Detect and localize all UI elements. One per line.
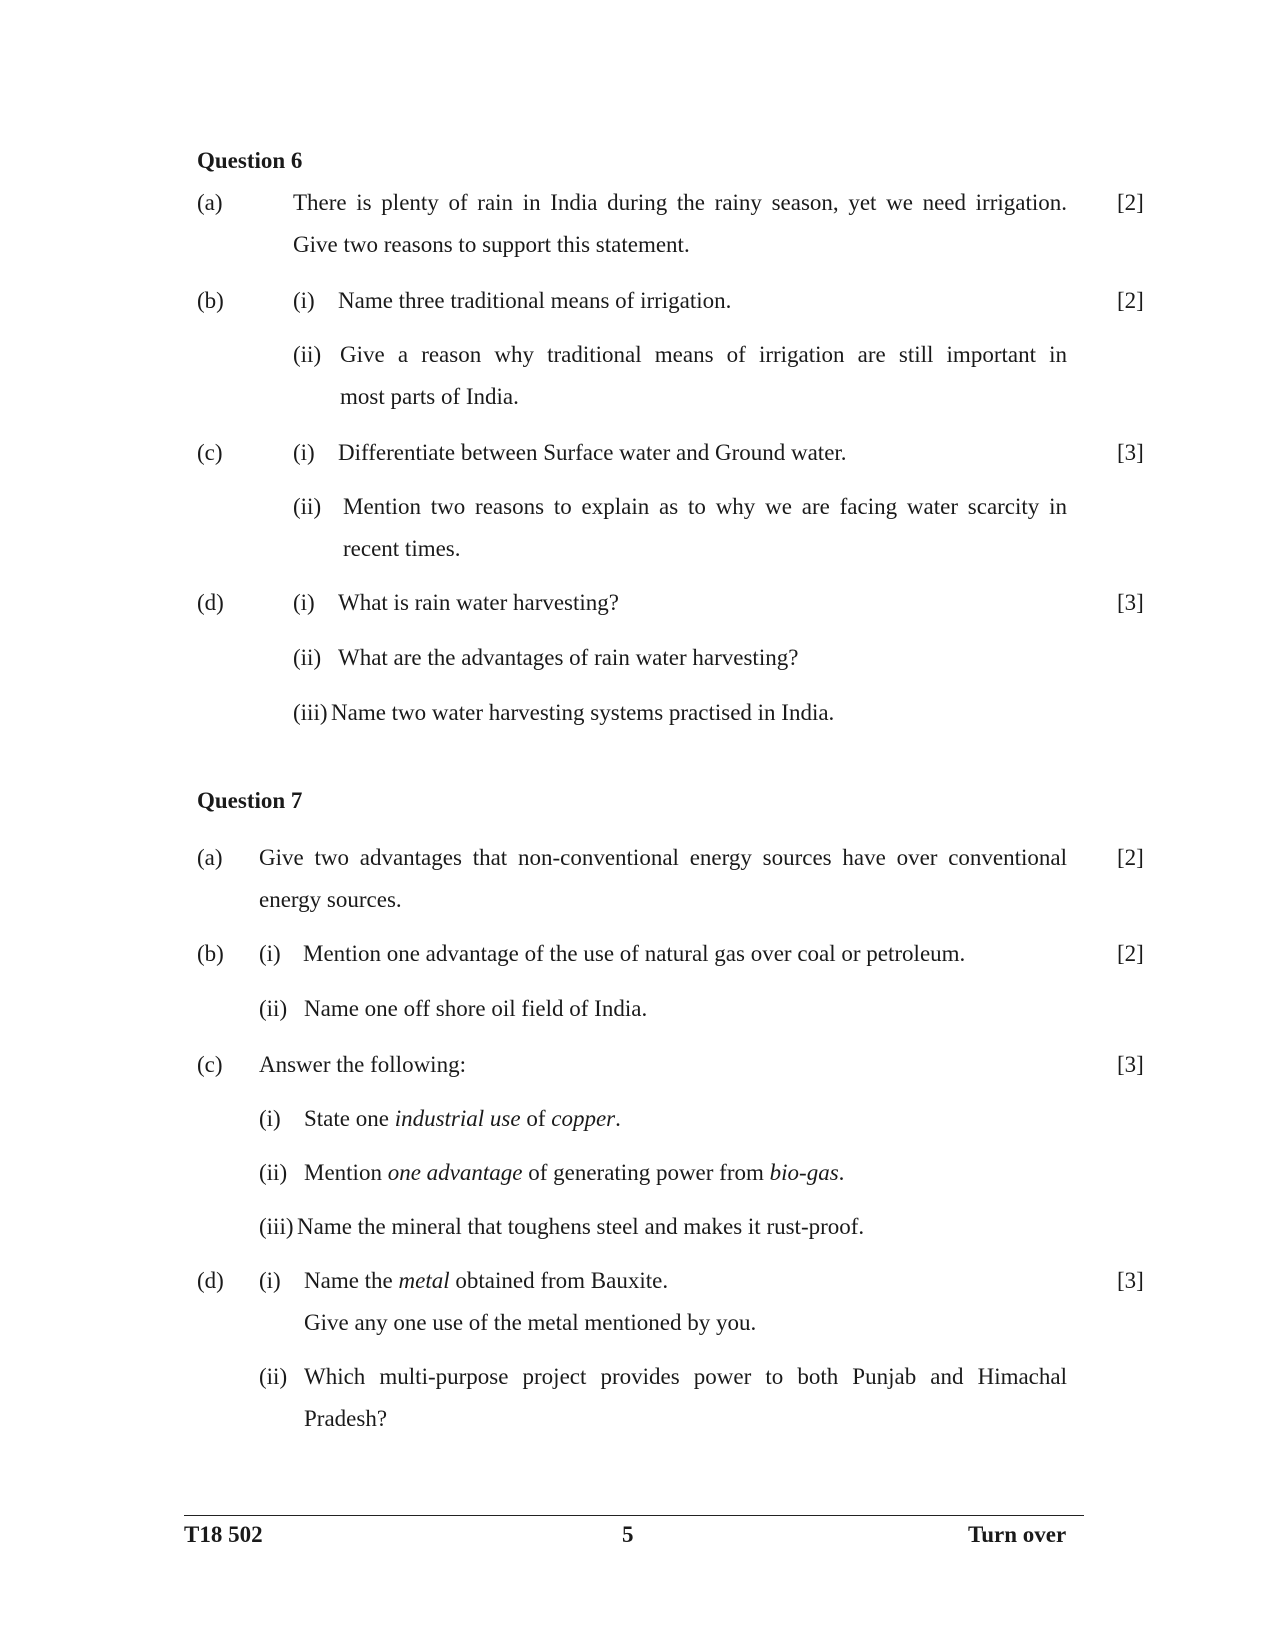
q6b-ii-text-line2: most parts of India. — [340, 384, 519, 409]
footer-page-number: 5 — [622, 1522, 634, 1547]
q7d-ii-text-line1: Which multi-purpose project provides power to both Punjab and Himachal — [304, 1364, 1067, 1389]
q7d-ii-num: (ii) — [259, 1364, 288, 1389]
q6b-ii-num: (ii) — [293, 342, 322, 367]
q7c-i-text: State one industrial use of copper. — [304, 1106, 621, 1131]
q6d-label: (d) — [197, 590, 224, 615]
q7c-ii-num: (ii) — [259, 1160, 288, 1185]
q6a-marks: [2] — [1117, 190, 1144, 215]
q6c-i-num: (i) — [293, 440, 315, 465]
q6d-marks: [3] — [1117, 590, 1144, 615]
q6a-text-line1: There is plenty of rain in India during the rainy season, yet we need irrigation. — [293, 190, 1067, 215]
q7d-i-num: (i) — [259, 1268, 281, 1293]
footer-divider — [184, 1515, 1084, 1516]
q6a-text-line2: Give two reasons to support this statement. — [293, 232, 690, 257]
q7c-intro: Answer the following: — [259, 1052, 466, 1077]
q6d-iii-num: (iii) — [293, 700, 328, 725]
q6c-ii-text-line2: recent times. — [343, 536, 461, 561]
q6d-i-text: What is rain water harvesting? — [338, 590, 619, 615]
question-6-heading: Question 6 — [197, 148, 303, 173]
q7a-text-line1: Give two advantages that non-conventional energy sources have over conventional — [259, 845, 1067, 870]
q7d-i-text-line1: Name the metal obtained from Bauxite. — [304, 1268, 669, 1293]
q7b-i-num: (i) — [259, 941, 281, 966]
q6a-label: (a) — [197, 190, 223, 215]
q7c-ii-text: Mention one advantage of generating power from bio-gas. — [304, 1160, 845, 1185]
q7b-i-text: Mention one advantage of the use of natural gas over coal or petroleum. — [303, 941, 966, 966]
q6b-i-text: Name three traditional means of irrigation. — [338, 288, 732, 313]
q7c-i-num: (i) — [259, 1106, 281, 1131]
q7d-i-text-line2: Give any one use of the metal mentioned by you. — [304, 1310, 757, 1335]
q7d-label: (d) — [197, 1268, 224, 1293]
footer-turn-over: Turn over — [968, 1522, 1067, 1547]
q7c-marks: [3] — [1117, 1052, 1144, 1077]
q6c-ii-text-line1: Mention two reasons to explain as to why we are facing water scarcity in — [343, 494, 1067, 519]
q7d-ii-text-line2: Pradesh? — [304, 1406, 388, 1431]
q7d-marks: [3] — [1117, 1268, 1144, 1293]
q7a-label: (a) — [197, 845, 223, 870]
q6c-i-text: Differentiate between Surface water and Ground water. — [338, 440, 847, 465]
q7b-ii-num: (ii) — [259, 996, 288, 1021]
q7c-label: (c) — [197, 1052, 223, 1077]
question-7-heading: Question 7 — [197, 788, 303, 813]
q6b-ii-text-line1: Give a reason why traditional means of irrigation are still important in — [340, 342, 1067, 367]
q6d-iii-text: Name two water harvesting systems practised in India. — [331, 700, 835, 725]
q6d-i-num: (i) — [293, 590, 315, 615]
q7b-marks: [2] — [1117, 941, 1144, 966]
q6c-ii-num: (ii) — [293, 494, 322, 519]
q6b-i-num: (i) — [293, 288, 315, 313]
q7b-ii-text: Name one off shore oil field of India. — [304, 996, 648, 1021]
q6b-marks: [2] — [1117, 288, 1144, 313]
footer-paper-code: T18 502 — [184, 1522, 263, 1547]
q7a-marks: [2] — [1117, 845, 1144, 870]
q6c-marks: [3] — [1117, 440, 1144, 465]
q7c-iii-num: (iii) — [259, 1214, 294, 1239]
q6b-label: (b) — [197, 288, 224, 313]
q7c-iii-text: Name the mineral that toughens steel and makes it rust-proof. — [297, 1214, 865, 1239]
q6d-ii-text: What are the advantages of rain water harvesting? — [338, 645, 799, 670]
q7a-text-line2: energy sources. — [259, 887, 402, 912]
q7b-label: (b) — [197, 941, 224, 966]
q6d-ii-num: (ii) — [293, 645, 322, 670]
q6c-label: (c) — [197, 440, 223, 465]
